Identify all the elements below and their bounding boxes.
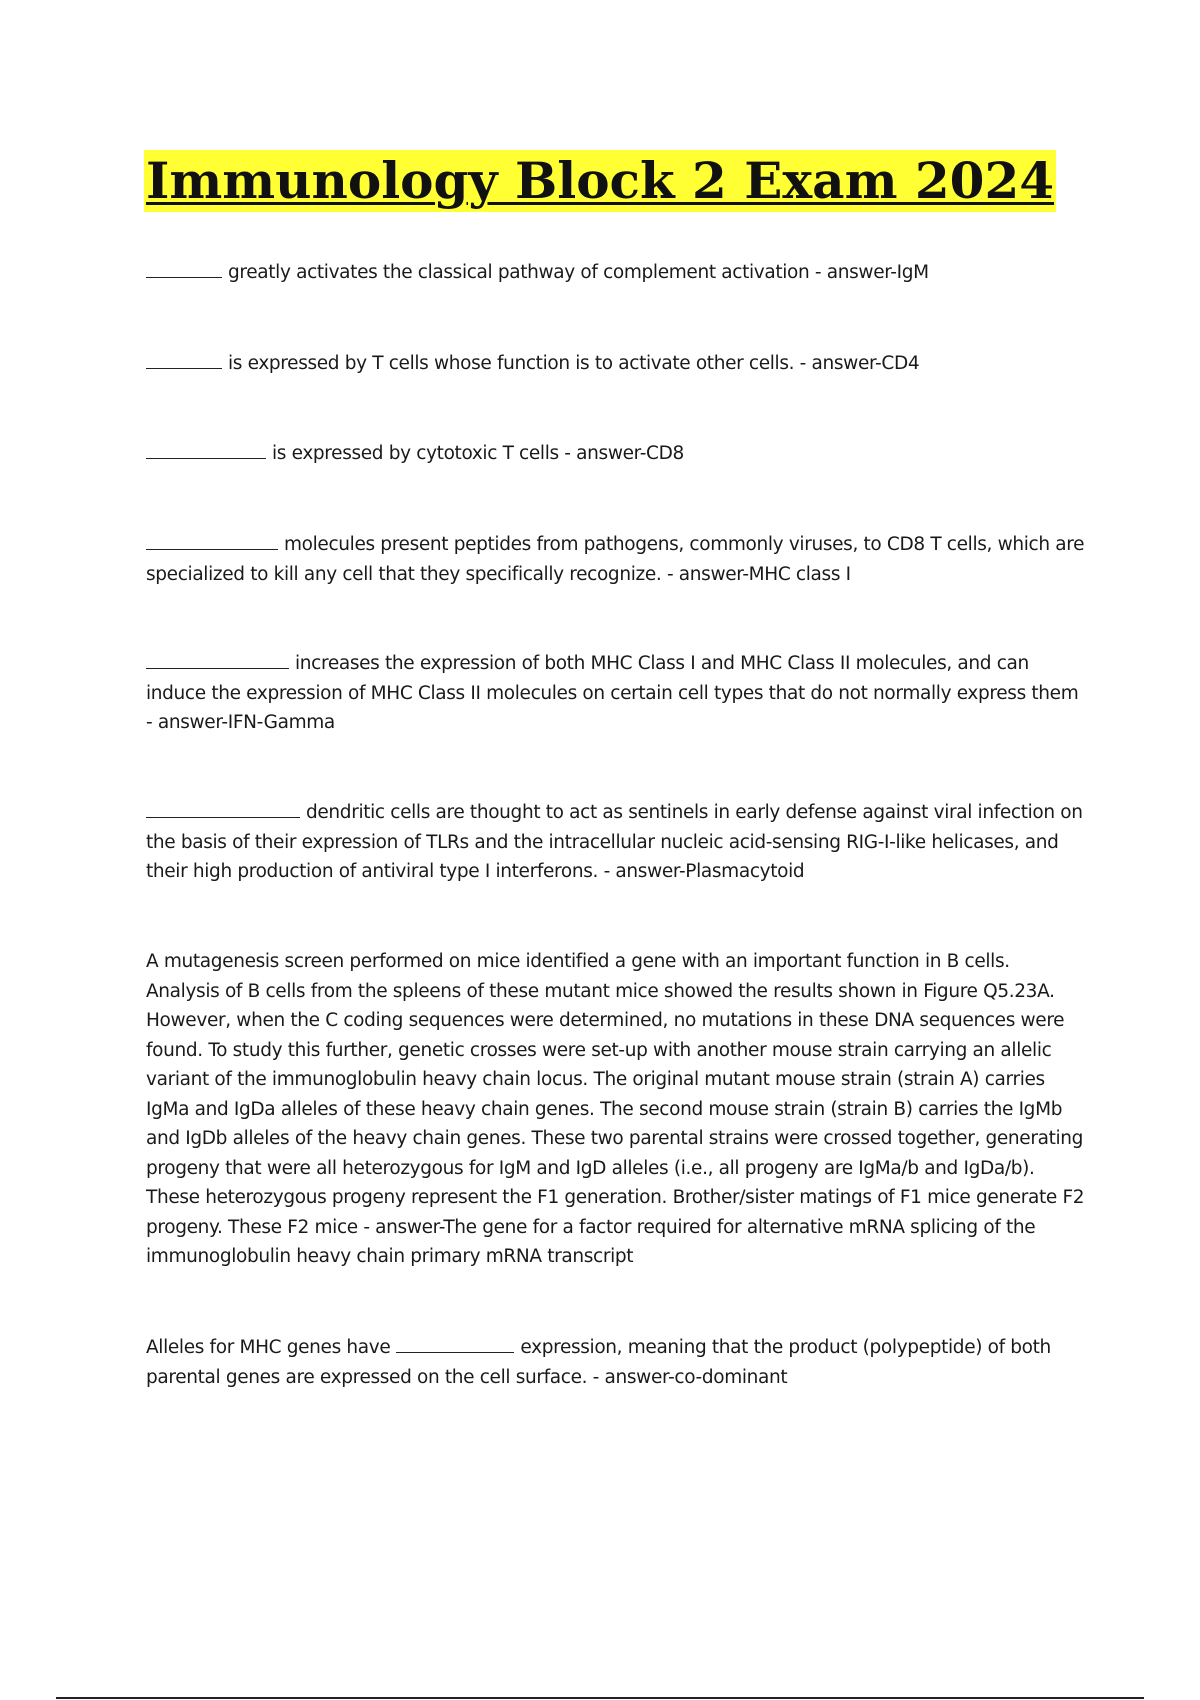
question-item-4 [146,529,1086,589]
question-item-8 [146,1332,1086,1392]
question-item-7 [146,947,1086,1272]
question-text: is expressed by cytotoxic T cells - answer-CD8 [272,443,684,464]
answer-blank [146,257,222,278]
answer-blank [146,438,266,459]
question-text: dendritic cells are thought to act as sentinels in early defense against viral infection on the basis of their expression of TLRs and the intracellular nucleic acid-sensing RIG-I-like helicases, and their high production of antiviral type I interferons. - answer-Plasmacytoid [146,802,1083,882]
question-text: expression, meaning that the product (polypeptide) of both parental genes are expressed on the cell surface. - answer-co-dominant [146,1337,1051,1388]
question-item-1 [146,257,1086,288]
question-text: greatly activates the classical pathway of complement activation - answer-IgM [228,262,929,283]
answer-blank [146,797,300,818]
question-item-5 [146,648,1086,738]
question-item-6 [146,797,1086,887]
question-text: is expressed by T cells whose function is to activate other cells. - answer-CD4 [228,353,920,374]
answer-blank [146,648,289,669]
question-prefix: Alleles for MHC genes have [146,1337,391,1358]
question-item-3 [146,438,1086,469]
answer-blank [396,1332,514,1353]
document-title: Immunology Block 2 Exam 2024 [145,151,1055,210]
answer-blank [146,348,222,369]
footer-divider [56,1697,1144,1699]
answer-blank [146,529,278,550]
title-container [0,150,1200,212]
question-item-2 [146,348,1086,379]
question-text: molecules present peptides from pathogens, commonly viruses, to CD8 T cells, which are specialized to kill any cell that they specifically recognize. - answer-MHC class I [146,534,1085,585]
question-text: A mutagenesis screen performed on mice identified a gene with an important function in B cells. Analysis of B cells from the spleens of these mutant mice showed the results shown in Figure Q5.23A. However, when the C coding sequences were determined, no mutations in these DNA sequences were found. To study this further, genetic crosses were set-up with another mouse strain carrying an allelic variant of the immunoglobulin heavy chain locus. The original mutant mouse strain (strain A) carries IgMa and IgDa alleles of these heavy chain genes. The second mouse strain (strain B) carries the IgMb and IgDb alleles of the heavy chain genes. These two parental strains were crossed together, generating progeny that were all heterozygous for IgM and IgD alleles (i.e., all progeny are IgMa/b and IgDa/b). These heterozygous progeny represent the F1 generation. Brother/sister matings of F1 mice generate F2 progeny. These F2 mice - answer-The gene for a factor required for alternative mRNA splicing of the immunoglobulin heavy chain primary mRNA transcript [146,951,1085,1267]
question-text: increases the expression of both MHC Class I and MHC Class II molecules, and can induce the expression of MHC Class II molecules on certain cell types that do not normally express them - answer-IFN-Gamma [146,653,1079,733]
